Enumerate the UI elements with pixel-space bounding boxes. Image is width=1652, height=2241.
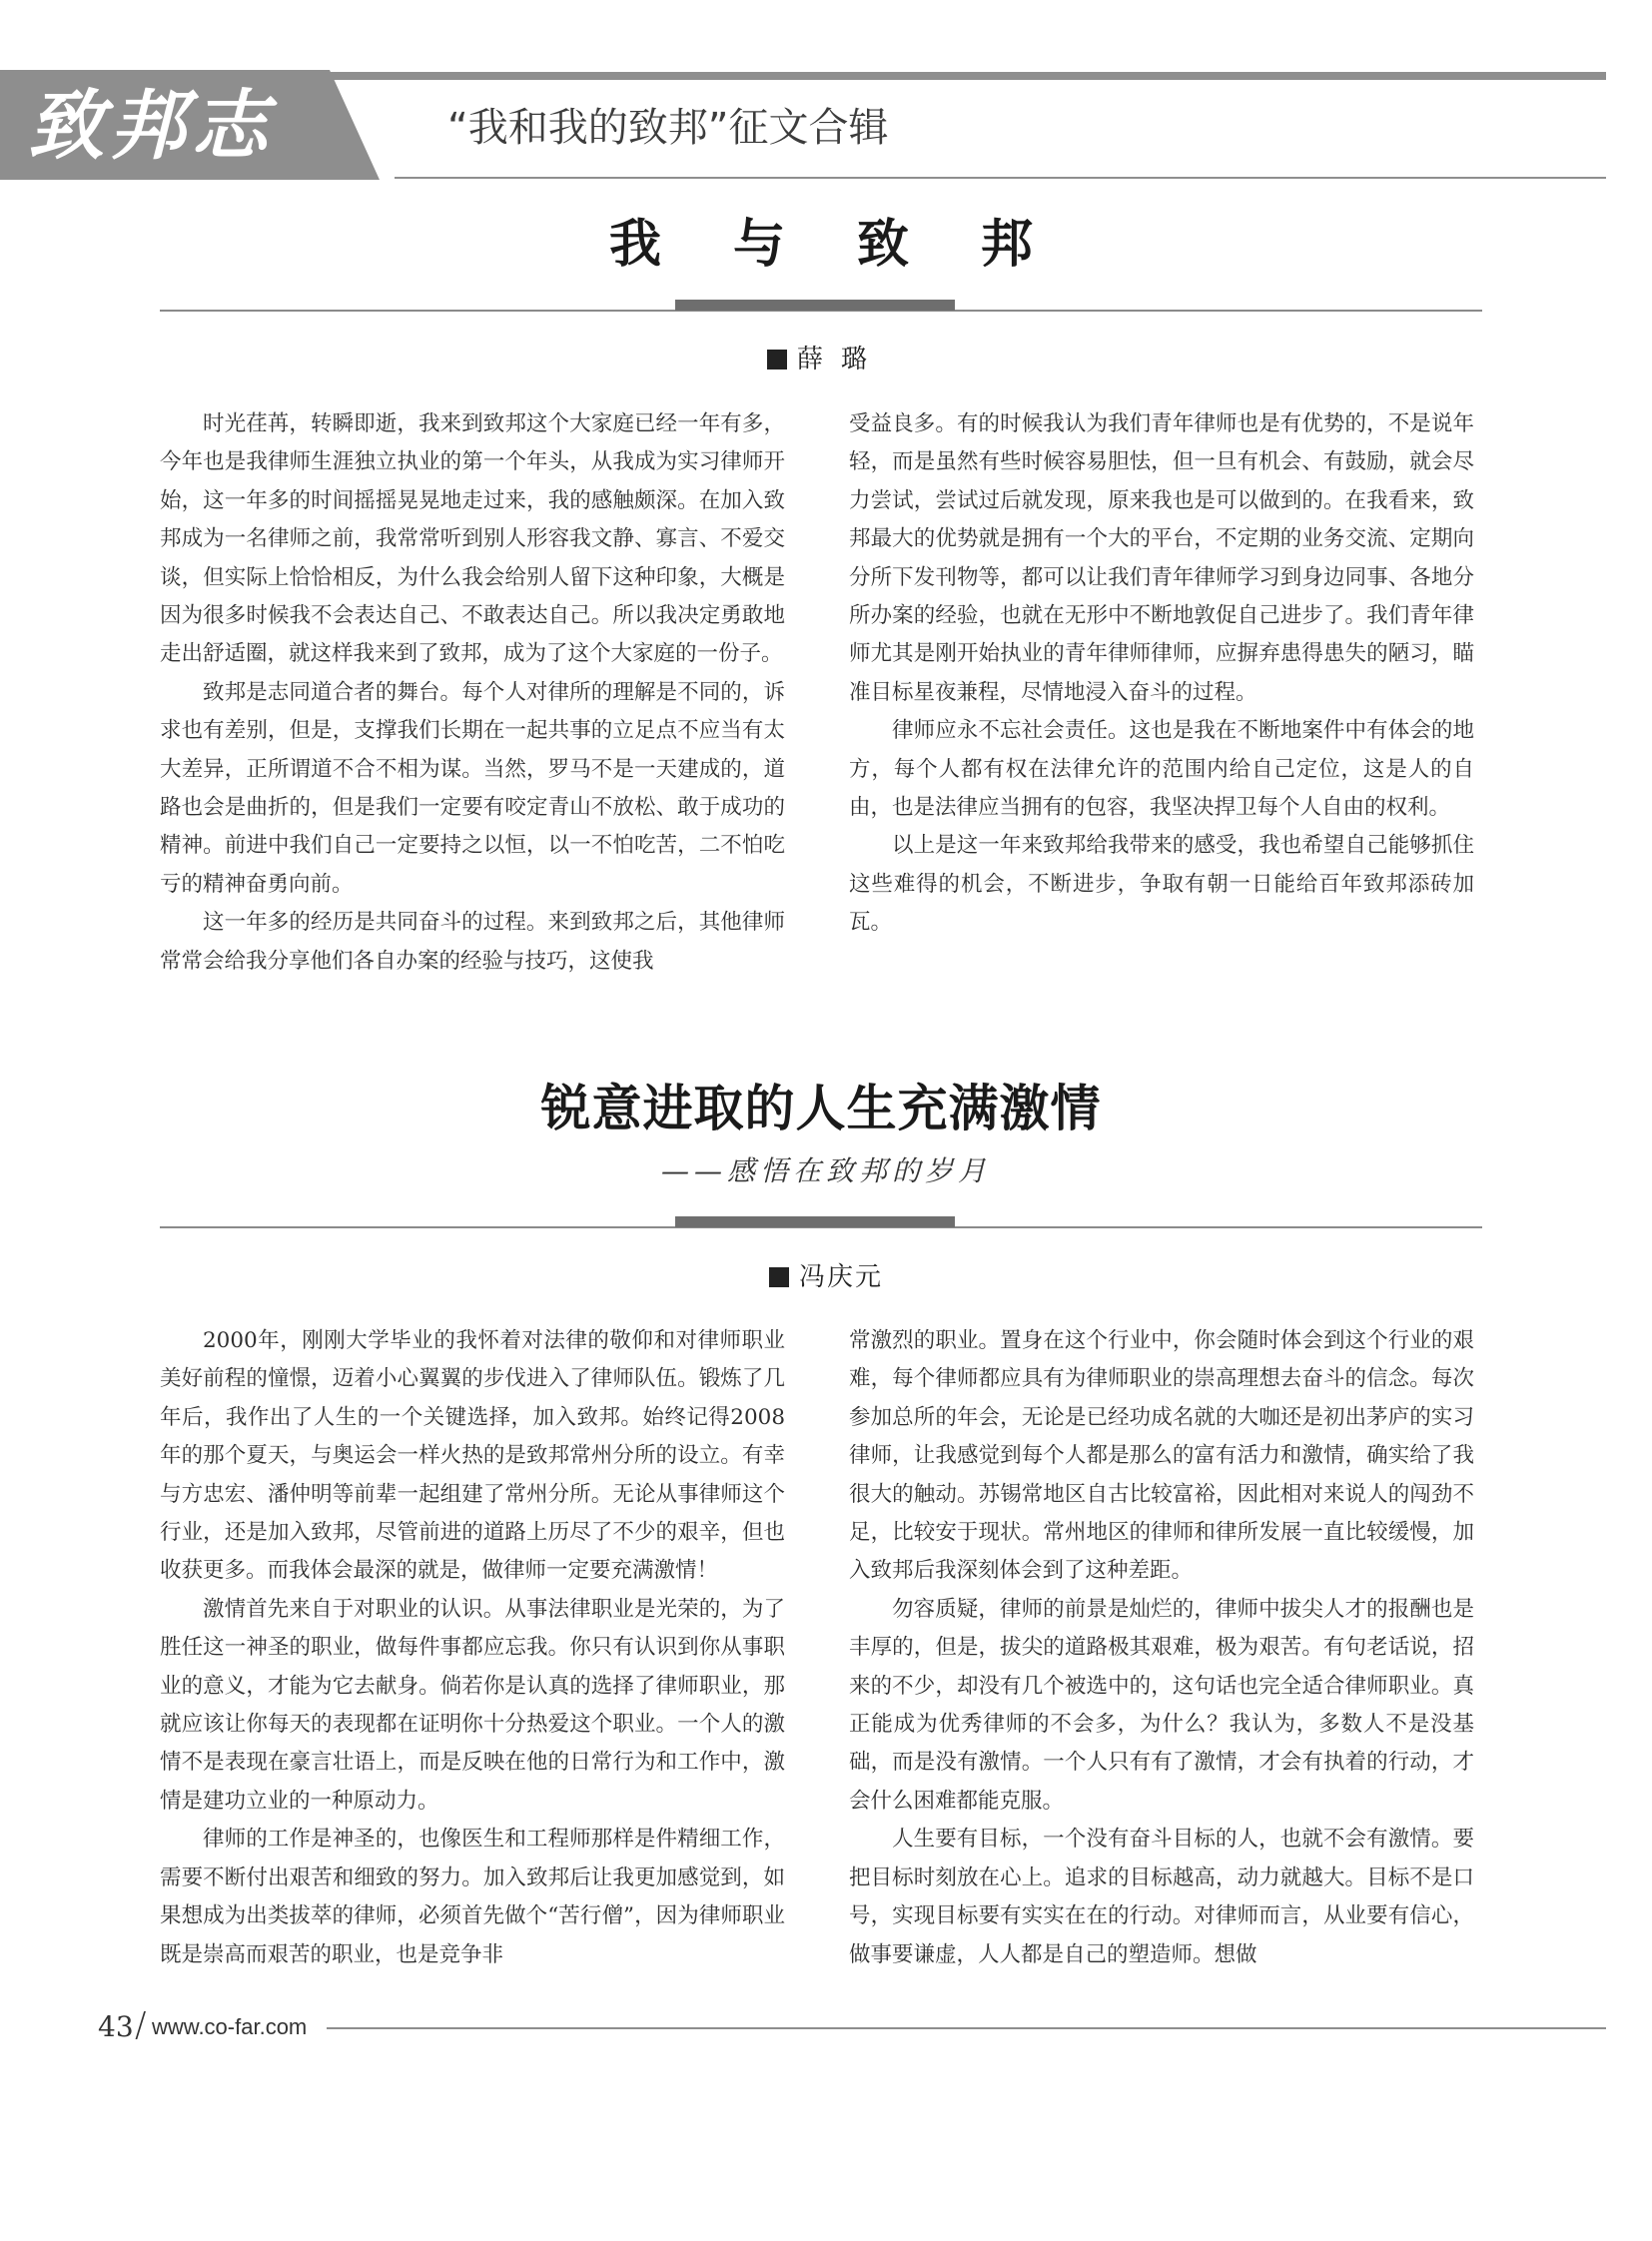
article1-author: 薛璐: [796, 345, 885, 374]
paragraph: 受益良多。有的时候我认为我们青年律师也是有优势的，不是说年轻，而是虽然有些时候容易胆怯，但一旦有机会、有鼓励，就会尽力尝试，尝试过后就发现，原来我也是可以做到的。在我看来，致邦最大的优势就是拥有一个大的平台，不定期的业务交流、定期向分所下发刊物等，都可以让我们青年律师学习到身边同事、各地分所办案的经验，也就在无形中不断地敦促自己进步了。我们青年律师尤其是刚开始执业的青年律师律师，应摒弃患得患失的陋习，瞄准目标星夜兼程，尽情地浸入奋斗的过程。: [849, 411, 1474, 705]
article2-byline: [0, 1259, 1652, 1295]
paragraph: 这一年多的经历是共同奋斗的过程。来到致邦之后，其他律师常常会给我分享他们各自办案的经验与技巧，这使我: [160, 910, 785, 974]
paragraph: 以上是这一年来致邦给我带来的感受，我也希望自己能够抓住这些难得的机会，不断进步，争取有朝一日能给百年致邦添砖加瓦。: [849, 833, 1474, 936]
paragraph: 常激烈的职业。置身在这个行业中，你会随时体会到这个行业的艰难，每个律师都应具有为律师职业的崇高理想去奋斗的信念。每次参加总所的年会，无论是已经功成名就的大咖还是初出茅庐的实习律师，让我感觉到每个人都是那么的富有活力和激情，确实给了我很大的触动。苏锡常地区自古比较富裕，因此相对来说人的闯劲不足，比较安于现状。常州地区的律师和律所发展一直比较缓慢，加入致邦后我深刻体会到了这种差距。: [849, 1328, 1474, 1584]
article1-title: 我与致邦: [608, 215, 1105, 275]
page-number: 43: [98, 2010, 134, 2043]
article2-subtitle: ——感悟在致邦的岁月: [660, 1154, 991, 1187]
paragraph: 2000年，刚刚大学毕业的我怀着对法律的敬仰和对律师职业美好前程的憧憬，迈着小心翼翼的步伐进入了律师队伍。锻炼了几年后，我作出了人生的一个关键选择，加入致邦。始终记得2008年的那个夏天，与奥运会一样火热的是致邦常州分所的设立。有幸与方忠宏、潘仲明等前辈一起组建了常州分所。无论从事律师这个行业，还是加入致邦，尽管前进的道路上历尽了不少的艰辛，但也收获更多。而我体会最深的就是，做律师一定要充满激情！: [160, 1328, 785, 1584]
paragraph: 律师应永不忘社会责任。这也是我在不断地案件中有体会的地方，每个人都有权在法律允许的范围内给自己定位，这是人的自由，也是法律应当拥有的包容，我坚决捍卫每个人自由的权利。: [849, 718, 1474, 821]
article1-title-rule-mark: [675, 300, 955, 311]
paragraph: 勿容质疑，律师的前景是灿烂的，律师中拔尖人才的报酬也是丰厚的，但是，拔尖的道路极其艰难，极为艰苦。有句老话说，招来的不少，却没有几个被选中的，这句话也完全适合律师职业。真正能成为优秀律师的不会多，为什么？我认为，多数人不是没基础，而是没有激情。一个人只有有了激情，才会有执着的行动，才会什么困难都能克服。: [849, 1596, 1474, 1814]
paragraph: 激情首先来自于对职业的认识。从事法律职业是光荣的，为了胜任这一神圣的职业，做每件事都应忘我。你只有认识到你从事职业的意义，才能为它去献身。倘若你是认真的选择了律师职业，那就应该让你每天的表现都在证明你十分热爱这个职业。一个人的激情不是表现在豪言壮语上，而是反映在他的日常行为和工作中，激情是建功立业的一种原动力。: [160, 1596, 785, 1814]
paragraph: 律师的工作是神圣的，也像医生和工程师那样是件精细工作，需要不断付出艰苦和细致的努力。加入致邦后让我更加感觉到，如果想成为出类拔萃的律师，必须首先做个“苦行僧”，因为律师职业既是崇高而艰苦的职业，也是竞争非: [160, 1827, 785, 1967]
paragraph: 时光荏苒，转瞬即逝，我来到致邦这个大家庭已经一年有多，今年也是我律师生涯独立执业的第一个年头，从我成为实习律师开始，这一年多的时间摇摇晃晃地走过来，我的感触颇深。在加入致邦成为一名律师之前，我常常听到别人形容我文静、寡言、不爱交谈，但实际上恰恰相反，为什么我会给别人留下这种印象，大概是因为很多时候我不会表达自己、不敢表达自己。所以我决定勇敢地走出舒适圈，就这样我来到了致邦，成为了这个大家庭的一份子。: [160, 411, 785, 667]
footer-url: www.co-far.com: [152, 2014, 308, 2039]
article2-author: 冯庆元: [798, 1262, 883, 1292]
paragraph: 致邦是志同道合者的舞台。每个人对律所的理解是不同的，诉求也有差别，但是，支撑我们长期在一起共事的立足点不应当有太大差异，正所谓道不合不相为谋。当然，罗马不是一天建成的，道路也会是曲折的，但是我们一定要有咬定青山不放松、敢于成功的精神。前进中我们自己一定要持之以恒，以一不怕吃苦，二不怕吃亏的精神奋勇向前。: [160, 679, 785, 897]
article1-column-left: [160, 405, 785, 981]
paragraph: 人生要有目标，一个没有奋斗目标的人，也就不会有激情。要把目标时刻放在心上。追求的目标越高，动力就越大。目标不是口号，实现目标要有实实在在的行动。对律师而言，从业要有信心，做事要谦虚，人人都是自己的塑造师。想做: [849, 1827, 1474, 1967]
article2-column-right: [849, 1322, 1474, 1974]
article2-title-rule-mark: [675, 1216, 955, 1227]
footer-slash: /: [135, 2005, 147, 2045]
column-name: 致邦志: [28, 81, 274, 170]
header-rule-thick: [320, 72, 1606, 80]
byline-square-icon: [769, 1267, 789, 1287]
article1-byline: [0, 342, 1652, 377]
article2-title: 锐意进取的人生充满激情: [540, 1080, 1102, 1137]
section-title: “我和我的致邦”征文合辑: [447, 105, 889, 151]
article1-column-right: [849, 405, 1474, 943]
article2-column-left: [160, 1322, 785, 1974]
byline-square-icon: [767, 350, 787, 370]
footer-rule: [327, 2027, 1606, 2029]
header-rule-thin: [395, 177, 1606, 179]
